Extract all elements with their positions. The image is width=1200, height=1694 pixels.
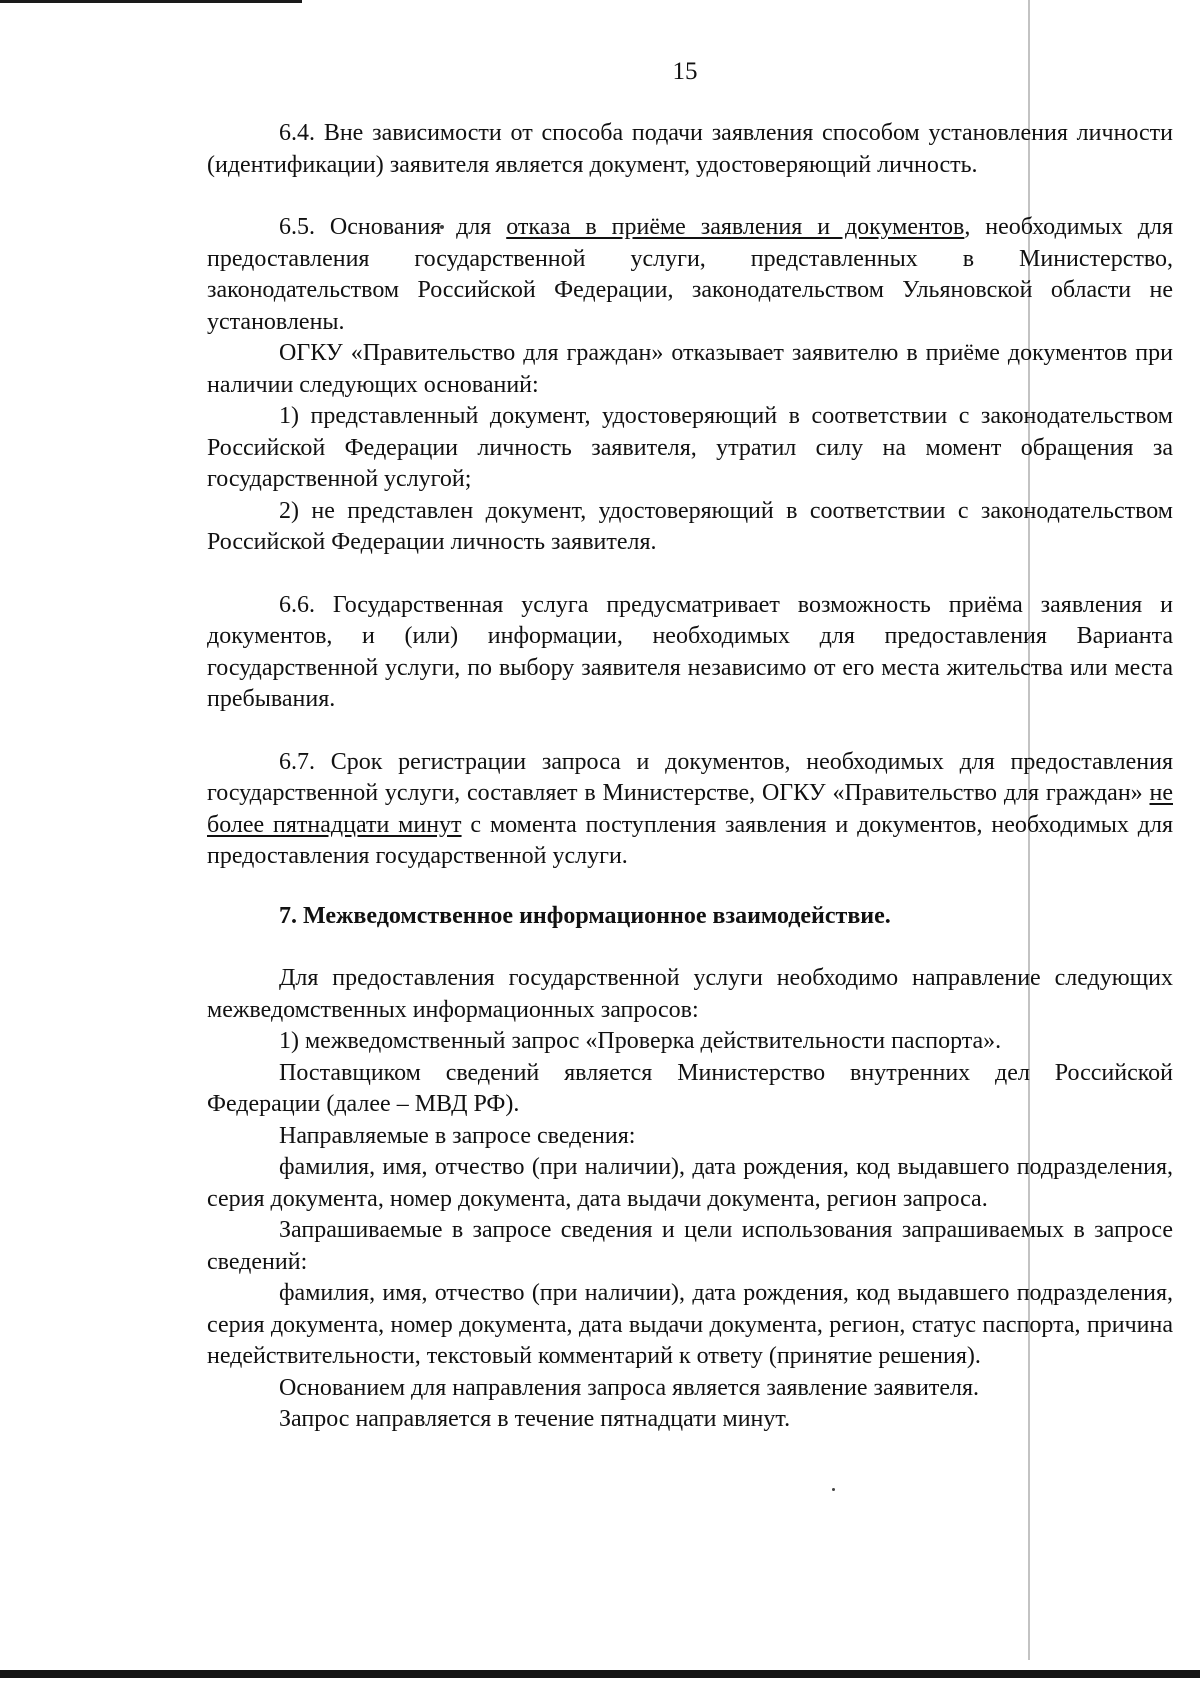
section-7-sent-data-label: Направляемые в запросе сведения: [279, 1122, 636, 1149]
section-7-timing: Запрос направляется в течение пятнадцати минут. [279, 1406, 791, 1432]
paragraph-6-7 [207, 747, 1173, 873]
list-item-2: 2) не представлен документ, удостоверяющий в соответствии с законодательством Российской Федерации личность заявителя. [207, 497, 1173, 555]
paragraph-6-7-start: 6.7. Срок регистрации запроса и документов, необходимых для предоставления государственной услуги, составляет в Министерстве, ОГКУ «Правительство для граждан» [207, 748, 1173, 806]
page-number: 15 [672, 58, 698, 85]
paragraph-6-5-end: , необходимых для предоставления государственной услуги, представленных в Министерство, законодательством Российской Федерации, законодательством Ульяновской области не установлены. [207, 214, 1173, 335]
section-7-supplier: Поставщиком сведений является Министерство внутренних дел Российской Федерации (далее – МВД РФ). [207, 1059, 1173, 1117]
section-7-intro: Для предоставления государственной услуги необходимо направление следующих межведомственных информационных запросов: [207, 965, 1173, 1023]
scan-edge-bottom [0, 1670, 1200, 1678]
section-7-requested-data: фамилия, имя, отчество (при наличии), дата рождения, код выдавшего подразделения, серия документа, номер документа, дата выдачи документа, регион, статус паспорта, причина недействительности, текстовый комментарий к ответу (принятие решения). [207, 1280, 1173, 1369]
paragraph-6-5 [207, 212, 1173, 338]
section-7-request-1: 1) межведомственный запрос «Проверка действительности паспорта». [279, 1028, 1002, 1054]
paragraph-6-5-start: 6.5. Основания для [279, 214, 507, 240]
paragraph-6-4: 6.4. Вне зависимости от способа подачи заявления способом установления личности (идентификации) заявителя является документ, удостоверяющий личность. [207, 120, 1173, 178]
section-7-sent-data: фамилия, имя, отчество (при наличии), дата рождения, код выдавшего подразделения, серия документа, номер документа, дата выдачи документа, регион запроса. [207, 1154, 1173, 1212]
section-7-requested-data-label: Запрашиваемые в запросе сведения и цели использования запрашиваемых в запросе сведений: [207, 1217, 1173, 1275]
underlined-refusal-grounds: отказа в приёме заявления и документов [506, 214, 965, 240]
paragraph-ogku-refusal: ОГКУ «Правительство для граждан» отказывает заявителю в приёме документов при наличии следующих оснований: [207, 340, 1173, 398]
document-body [207, 118, 1173, 1436]
underlined-time-limit: не более пятнадцати минут [207, 780, 1173, 838]
list-item-1: 1) представленный документ, удостоверяющий в соответствии с законодательством Российской Федерации личность заявителя, утратил силу на момент обращения за государственной услугой; [207, 403, 1173, 492]
scan-edge-top [0, 0, 302, 3]
paragraph-6-6: 6.6. Государственная услуга предусматривает возможность приёма заявления и документов, и (или) информации, необходимых для предоставления Варианта государственной услуги, по выбору заявителя независимо от его места жительства или места пребывания. [207, 591, 1173, 712]
section-7-basis: Основанием для направления запроса является заявление заявителя. [279, 1374, 980, 1401]
scan-speck [832, 1488, 835, 1491]
paragraph-6-7-end: с момента поступления заявления и документов, необходимых для предоставления государственной услуги. [207, 811, 1173, 869]
section-7-heading: 7. Межведомственное информационное взаимодействие. [279, 902, 891, 929]
